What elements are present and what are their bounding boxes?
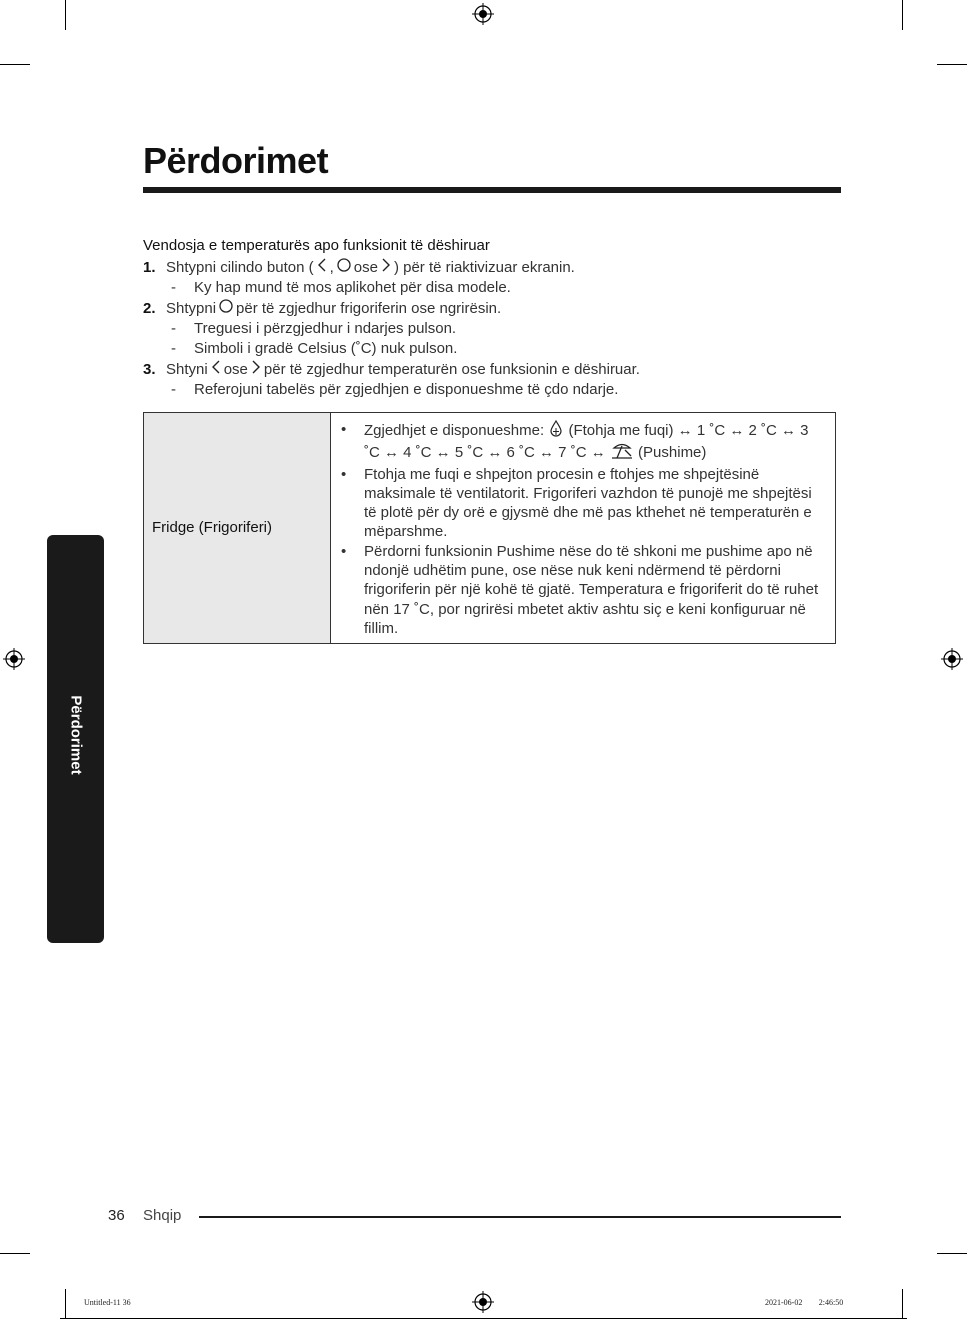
print-info-right: 2021-06-02 ￿￿ 2:46:50	[765, 1298, 844, 1307]
bullet-text: ↔ 5 ˚C ↔ 6 ˚C ↔ 7 ˚C ↔	[435, 444, 606, 462]
step-3	[143, 360, 843, 380]
bullet-item: • Ftohja me fuqi e shpejton procesin e ftohjes me shpejtësinë maksimale të ventilatorit. Frigoriferi vazhdon të punojë me shpejtësi të plotë për dy orë e gjysmë dhe më pas kthehet në temperaturën e mëparshme.	[339, 465, 827, 542]
power-cool-icon	[549, 420, 563, 442]
title-divider	[143, 187, 841, 193]
crop-mark	[937, 64, 967, 65]
step-note: - Simboli i gradë Celsius (˚C) nuk pulson.	[171, 340, 458, 357]
crop-mark	[0, 64, 30, 65]
crop-mark	[937, 1253, 967, 1254]
step-text-part: ose	[353, 259, 378, 276]
step-note: - Ky hap mund të mos aplikohet për disa modele.	[171, 279, 511, 296]
table-row	[144, 413, 836, 644]
step-note: - Treguesi i përzgjedhur i ndarjes pulson.	[171, 320, 457, 337]
step-text-part: për të zgjedhur frigoriferin ose ngrirësin.	[236, 300, 502, 317]
options-table	[143, 412, 836, 644]
footer-divider	[199, 1216, 841, 1218]
registration-mark-icon	[472, 1291, 494, 1313]
step-note-text: Simboli i gradë Celsius (˚C) nuk pulson.	[194, 340, 458, 357]
bullet-text: Përdorni funksionin Pushime nëse do të shkoni me pushime apo në ndonjë udhëtim pune, ose nëse nuk keni ndërmend të përdorni frigoriferin për një kohë të gjatë. Temperatura e frigoriferit do të ruhet nën 17 ˚C, por ngrirësi mbetet aktiv ashtu siç e keni konfiguruar në fillim.	[364, 542, 819, 637]
step-text-part: Shtypni cilindo buton (	[166, 259, 314, 276]
compartment-description	[331, 413, 836, 644]
footer-language: Shqip	[143, 1207, 182, 1224]
chevron-left-icon	[317, 258, 327, 278]
section-side-tab	[47, 535, 104, 943]
vacation-icon	[611, 442, 633, 464]
side-tab-label: Përdorimet	[67, 695, 84, 775]
step-text-part: Shtyni	[166, 361, 208, 378]
step-text	[166, 258, 575, 278]
print-info-left: Untitled-11 36	[84, 1298, 131, 1307]
page-number: 36	[108, 1207, 125, 1224]
crop-mark	[902, 1289, 903, 1319]
bullet-text: (Ftohja me fuqi) ↔ 1 ˚C ↔ 2 ˚C ↔ 3 ˚C ↔ 4 ˚C	[364, 422, 809, 462]
step-number: 1.	[143, 259, 156, 276]
bullet-item: • Zgjedhjet e disponueshme: (Ftohja me fuqi) ↔ 1 ˚C ↔ 2 ˚C ↔ 3 ˚C ↔ 4 ˚C ↔ 5 ˚C ↔ 6 ˚C ↔ 7 ˚C ↔ (Pushime)	[339, 420, 827, 465]
registration-mark-icon	[472, 3, 494, 25]
bullet-text: (Pushime)	[638, 444, 707, 462]
crop-mark	[0, 1253, 30, 1254]
step-text-part: Shtypni	[166, 300, 217, 317]
crop-mark	[65, 0, 66, 30]
bullet-item: • Përdorni funksionin Pushime nëse do të shkoni me pushime apo në ndonjë udhëtim pune, ose nëse nuk keni ndërmend të përdorni frigoriferin për një kohë të gjatë. Temperatura e frigoriferit do të ruhet nën 17 ˚C, por ngrirësi mbetet aktiv ashtu siç e keni konfiguruar në fillim.	[339, 542, 827, 638]
section-heading: Vendosja e temperaturës apo funksionit të dëshiruar	[143, 237, 490, 254]
circle-button-icon	[219, 299, 233, 319]
step-number: 2.	[143, 300, 156, 317]
chevron-right-icon	[381, 258, 391, 278]
step-number: 3.	[143, 361, 156, 378]
step-text-part: ,	[329, 259, 334, 276]
registration-mark-icon	[941, 648, 963, 670]
chevron-right-icon	[251, 360, 261, 380]
step-note-text: Referojuni tabelës për zgjedhjen e disponueshme të çdo ndarje.	[194, 381, 619, 398]
chevron-left-icon	[211, 360, 221, 380]
step-note-text: Treguesi i përzgjedhur i ndarjes pulson.	[194, 320, 457, 337]
step-text	[166, 360, 640, 380]
step-text	[166, 299, 501, 319]
step-1	[143, 258, 843, 278]
bullet-text: Ftohja me fuqi e shpejton procesin e ftohjes me shpejtësinë maksimale të ventilatorit. Frigoriferi vazhdon të punojë me shpejtësi të plotë për dy orë e gjysmë dhe më pas kthehet në temperaturën e mëparshme.	[364, 465, 812, 541]
crop-mark	[902, 0, 903, 30]
circle-button-icon	[337, 258, 351, 278]
compartment-label: Fridge (Frigoriferi)	[144, 413, 331, 644]
instructions-section	[143, 236, 843, 400]
crop-mark	[65, 1289, 66, 1319]
bullet-text: Zgjedhjet e disponueshme:	[364, 422, 545, 440]
page-title: Përdorimet	[143, 140, 329, 181]
step-text-part: ) për të riaktivizuar ekranin.	[393, 259, 575, 276]
step-text-part: për të zgjedhur temperaturën ose funksionin e dëshiruar.	[263, 361, 640, 378]
step-2	[143, 299, 843, 319]
registration-mark-icon	[3, 648, 25, 670]
step-note-text: Ky hap mund të mos aplikohet për disa modele.	[194, 279, 511, 296]
step-text-part: ose	[223, 361, 248, 378]
step-note: - Referojuni tabelës për zgjedhjen e disponueshme të çdo ndarje.	[171, 381, 619, 398]
